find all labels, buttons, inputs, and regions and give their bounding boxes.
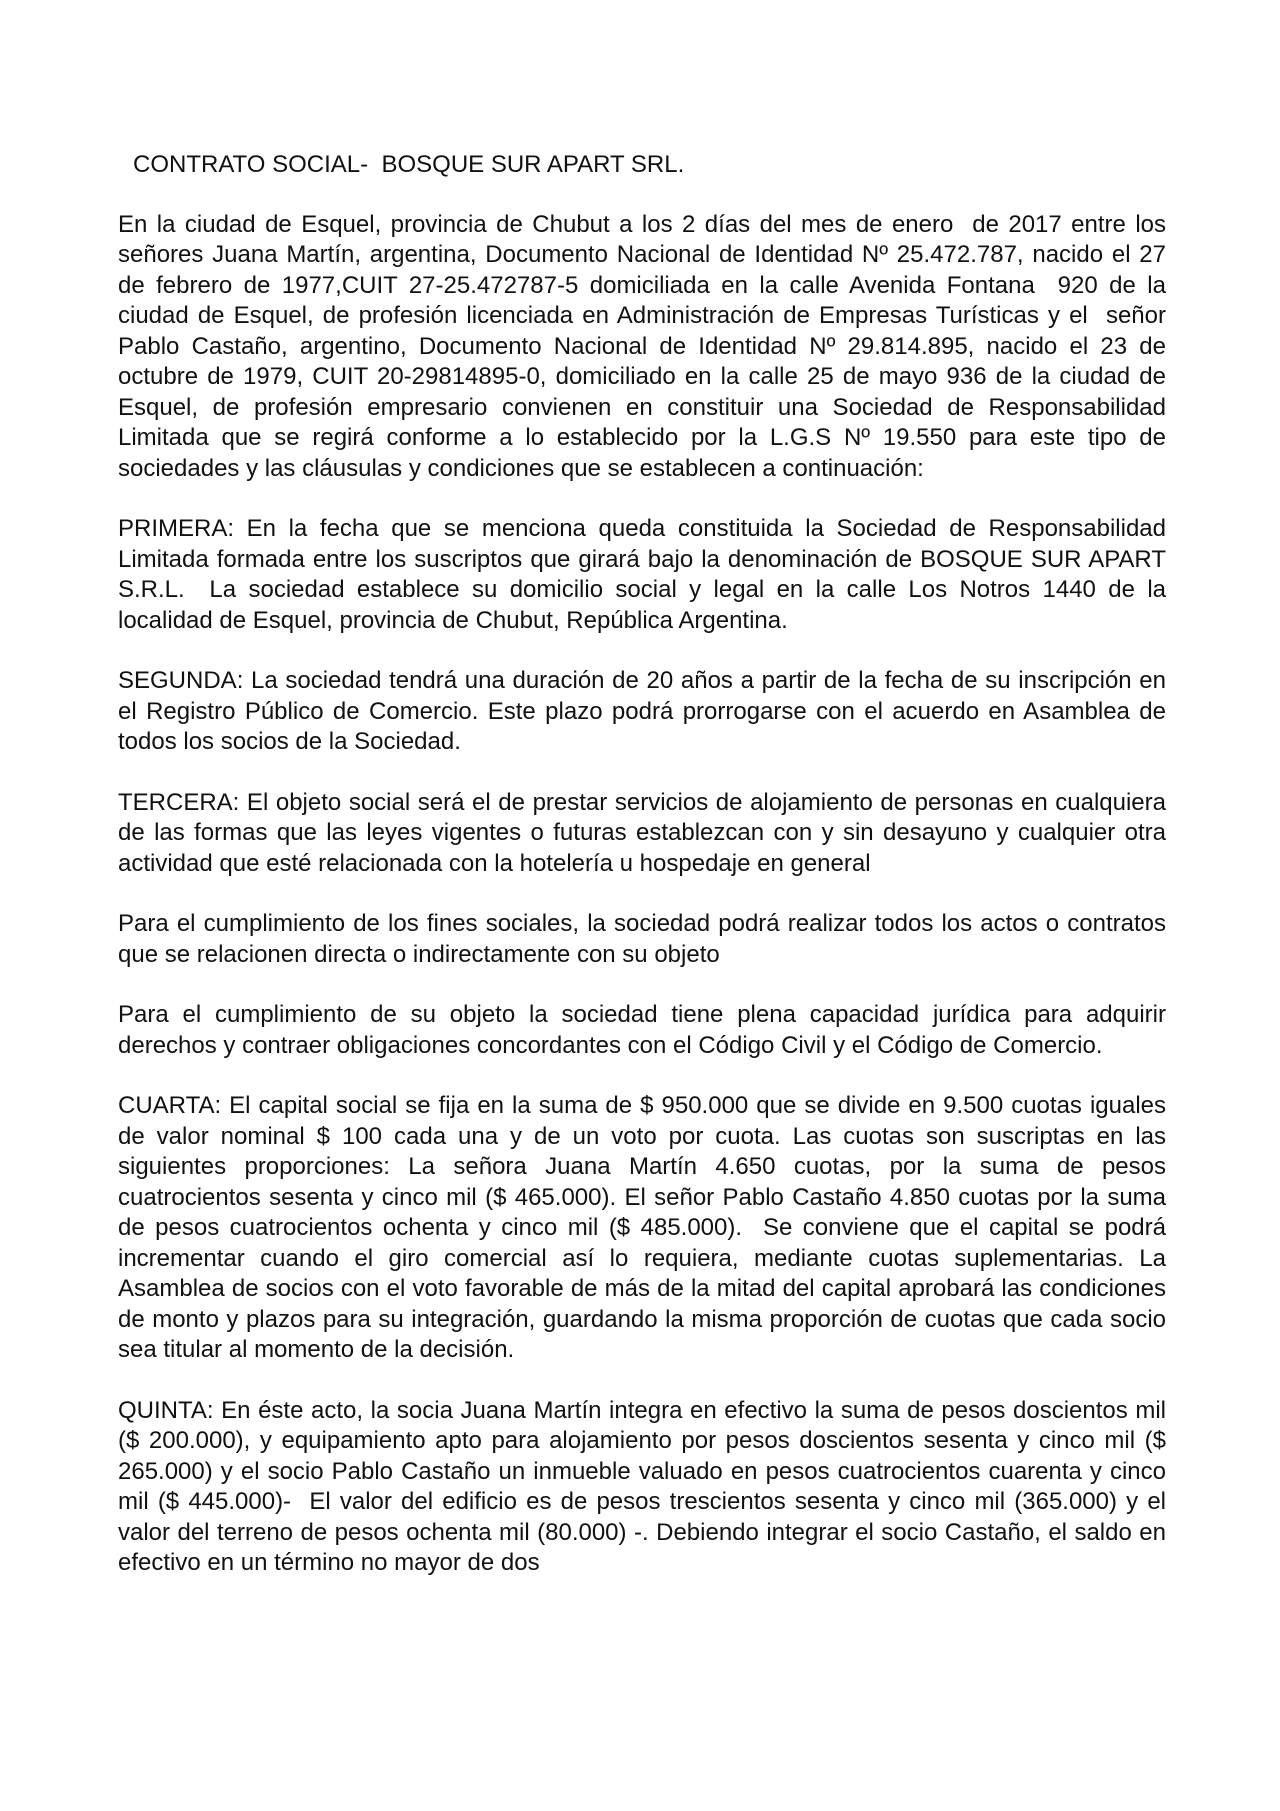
- clause-primera: PRIMERA: En la fecha que se menciona queda constituida la Sociedad de Responsabilidad Limitada formada entre los suscriptos que girará bajo la denominación de BOSQUE SUR APART S.R.L. La sociedad establece su domicilio social y legal en la calle Los Notros 1440 de la localidad de Esquel, provincia de Chubut, República Argentina.: [118, 515, 1173, 634]
- fines-sociales-paragraph: Para el cumplimiento de los fines sociales, la sociedad podrá realizar todos los actos o contratos que se relacionen directa o indirectamente con su objeto: [118, 910, 1173, 968]
- clause-cuarta: CUARTA: El capital social se fija en la suma de $ 950.000 que se divide en 9.500 cuotas iguales de valor nominal $ 100 cada una y de un voto por cuota. Las cuotas son suscriptas en las siguientes proporciones: La señora Juana Martín 4.650 cuotas, por la suma de pesos cuatrocientos sesenta y cinco mil ($ 465.000). El señor Pablo Castaño 4.850 cuotas por la suma de pesos cuatrocientos ochenta y cinco mil ($ 485.000). Se conviene que el capital se podrá incrementar cuando el giro comercial así lo requiera, mediante cuotas suplementarias. La Asamblea de socios con el voto favorable de más de la mitad del capital aprobará las condiciones de monto y plazos para su integración, guardando la misma proporción de cuotas que cada socio sea titular al momento de la decisión.: [118, 1092, 1173, 1363]
- document-title: CONTRATO SOCIAL- BOSQUE SUR APART SRL.: [133, 151, 685, 178]
- clause-tercera: TERCERA: El objeto social será el de prestar servicios de alojamiento de personas en cualquiera de las formas que las leyes vigentes o futuras establezcan con y sin desayuno y cualquier otra actividad que esté relacionada con la hotelería u hospedaje en general: [118, 788, 1173, 877]
- capacidad-juridica-paragraph: Para el cumplimiento de su objeto la sociedad tiene plena capacidad jurídica para adquirir derechos y contraer obligaciones concordantes con el Código Civil y el Código de Comercio.: [118, 1001, 1173, 1059]
- clause-segunda: SEGUNDA: La sociedad tendrá una duración de 20 años a partir de la fecha de su inscripción en el Registro Público de Comercio. Este plazo podrá prorrogarse con el acuerdo en Asamblea de todos los socios de la Sociedad.: [118, 667, 1173, 755]
- intro-paragraph: En la ciudad de Esquel, provincia de Chubut a los 2 días del mes de enero de 2017 entre los señores Juana Martín, argentina, Documento Nacional de Identidad Nº 25.472.787, nacido el 27 de febrero de 1977,CUIT 27-25.472787-5 domiciliada en la calle Avenida Fontana 920 de la ciudad de Esquel, de profesión licenciada en Administración de Empresas Turísticas y el señor Pablo Castaño, argentino, Documento Nacional de Identidad Nº 29.814.895, nacido el 23 de octubre de 1979, CUIT 20-29814895-0, domiciliado en la calle 25 de mayo 936 de la ciudad de Esquel, de profesión empresario convienen en constituir una Sociedad de Responsabilidad Limitada que se regirá conforme a lo establecido por la L.G.S Nº 19.550 para este tipo de sociedades y las cláusulas y condiciones que se establecen a continuación:: [118, 210, 1173, 482]
- clause-quinta: QUINTA: En éste acto, la socia Juana Martín integra en efectivo la suma de pesos doscientos mil ($ 200.000), y equipamiento apto para alojamiento por pesos doscientos sesenta y cinco mil ($ 265.000) y el socio Pablo Castaño un inmueble valuado en pesos cuatrocientos cuarenta y cinco mil ($ 445.000)- El valor del edificio es de pesos trescientos sesenta y cinco mil (365.000) y el valor del terreno de pesos ochenta mil (80.000) -. Debiendo integrar el socio Castaño, el saldo en efectivo en un término no mayor de dos: [118, 1396, 1173, 1576]
- document-page: [118, 150, 1173, 1579]
